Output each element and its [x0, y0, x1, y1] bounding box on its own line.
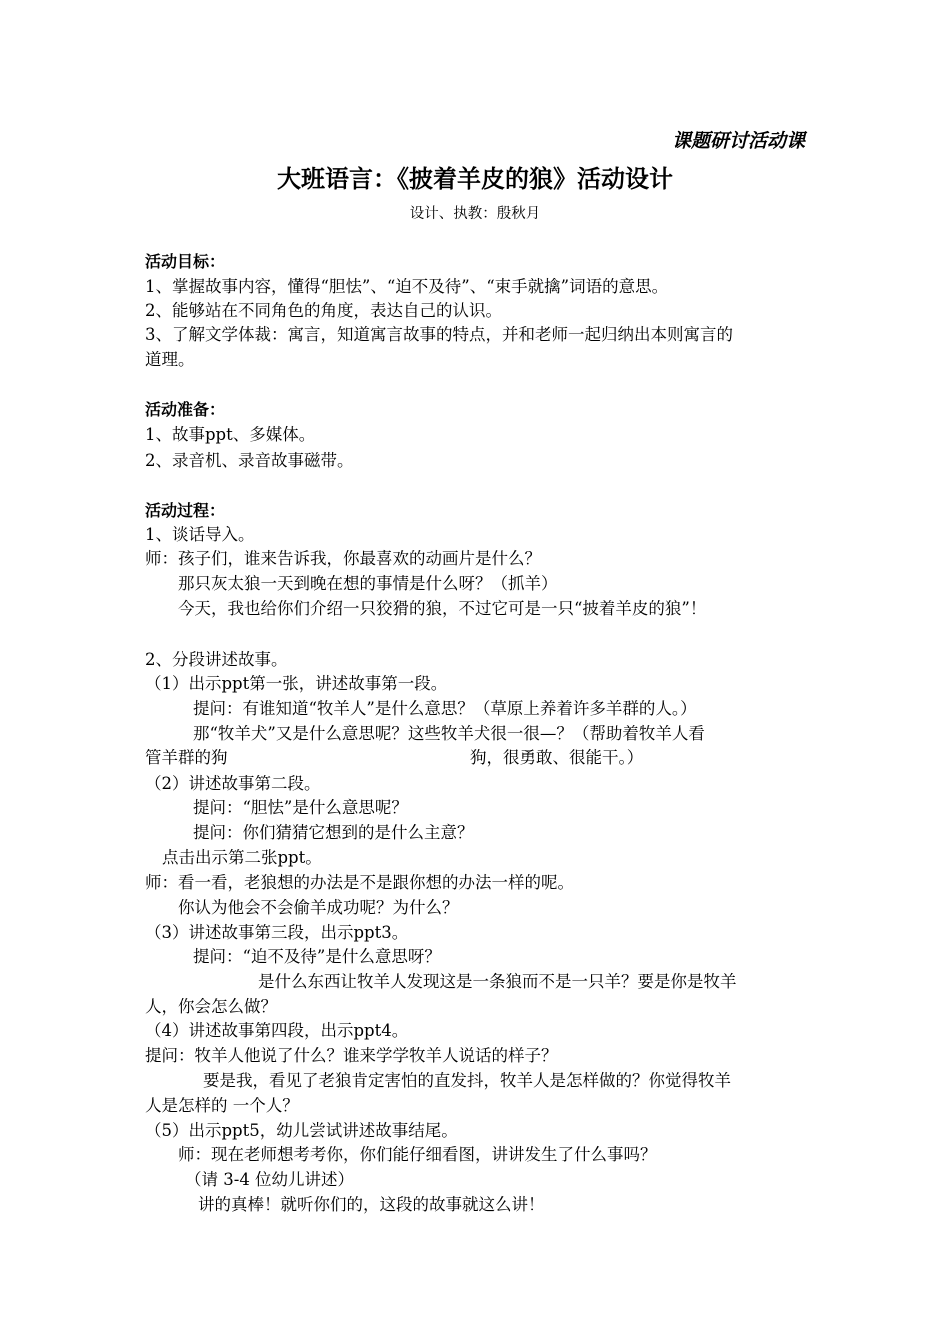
part-3-line-c: 人，你会怎么做？ — [145, 997, 277, 1016]
part-5-heading: （5）出示ppt5，幼儿尝试讲述故事结尾。 — [145, 1121, 458, 1140]
step-2-heading: 2、分段讲述故事。 — [145, 650, 288, 669]
section-heading-process: 活动过程： — [145, 501, 226, 520]
part-2-line-c: 点击出示第二张ppt。 — [162, 848, 322, 867]
part-1-heading: （1）出示ppt第一张，讲述故事第一段。 — [145, 674, 448, 693]
goal-line-3: 3、了解文学体裁：寓言，知道寓言故事的特点，并和老师一起归纳出本则寓言的 — [145, 325, 733, 344]
goal-line-2: 2、能够站在不同角色的角度，表达自己的认识。 — [145, 301, 502, 320]
author-line: 设计、执教：殷秋月 — [409, 206, 541, 222]
part-3-heading: （3）讲述故事第三段，出示ppt3。 — [145, 923, 409, 942]
part-5-line-a: 师：现在老师想考考你，你们能仔细看图，讲讲发生了什么事吗？ — [178, 1145, 657, 1164]
part-2-line-e: 你认为他会不会偷羊成功呢？为什么？ — [178, 898, 459, 917]
part-2-line-b: 提问：你们猜猜它想到的是什么主意？ — [193, 823, 474, 842]
lesson-type-tag: 课题研讨活动课 — [671, 130, 805, 152]
part-5-line-b: （请 3-4 位幼儿讲述） — [185, 1170, 355, 1189]
step-1-heading: 1、谈话导入。 — [145, 525, 255, 544]
part-4-line-c: 人是怎样的 一个人？ — [145, 1096, 299, 1115]
part-2-line-a: 提问：“胆怯”是什么意思呢？ — [193, 798, 408, 817]
part-3-line-b: 是什么东西让牧羊人发现这是一条狼而不是一只羊？要是你是牧羊 — [258, 972, 737, 991]
part-4-line-a: 提问：牧羊人他说了什么？谁来学学牧羊人说话的样子？ — [145, 1046, 558, 1065]
section-heading-prep: 活动准备： — [145, 400, 226, 419]
part-4-heading: （4）讲述故事第四段，出示ppt4。 — [145, 1021, 409, 1040]
step-1-line-b: 那只灰太狼一天到晚在想的事情是什么呀？（抓羊） — [178, 574, 558, 593]
part-1-line-a: 提问：有谁知道“牧羊人”是什么意思？（草原上养着许多羊群的人。） — [193, 699, 697, 718]
part-5-line-c: 讲的真棒！就听你们的，这段的故事就这么讲！ — [198, 1195, 545, 1214]
part-1-line-b: 那“牧羊犬”又是什么意思呢？这些牧羊犬很一很—？（帮助着牧羊人看 — [193, 724, 705, 743]
part-4-line-b: 要是我，看见了老狼肯定害怕的直发抖，牧羊人是怎样做的？你觉得牧羊 — [203, 1071, 731, 1090]
section-heading-goals: 活动目标： — [145, 252, 226, 271]
page-title: 大班语言：《披着羊皮的狼》活动设计 — [277, 165, 673, 193]
part-1-line-c1: 管羊群的狗 — [145, 748, 228, 767]
goal-line-3-cont: 道理。 — [145, 350, 195, 369]
part-2-heading: （2）讲述故事第二段。 — [145, 774, 321, 793]
step-1-line-c: 今天，我也给你们介绍一只狡猾的狼，不过它可是一只“披着羊皮的狼”！ — [178, 599, 707, 618]
step-1-line-a: 师：孩子们，谁来告诉我，你最喜欢的动画片是什么？ — [145, 549, 541, 568]
part-2-line-d: 师：看一看，老狼想的办法是不是跟你想的办法一样的呢。 — [145, 873, 574, 892]
part-1-line-c2: 狗，很勇敢、很能干。） — [470, 748, 644, 767]
part-3-line-a: 提问：“迫不及待”是什么意思呀？ — [193, 947, 441, 966]
goal-line-1: 1、掌握故事内容，懂得“胆怯”、“迫不及待”、“束手就擒”词语的意思。 — [145, 277, 669, 296]
prep-line-1: 1、故事ppt、多媒体。 — [145, 425, 316, 444]
prep-line-2: 2、录音机、录音故事磁带。 — [145, 451, 354, 470]
